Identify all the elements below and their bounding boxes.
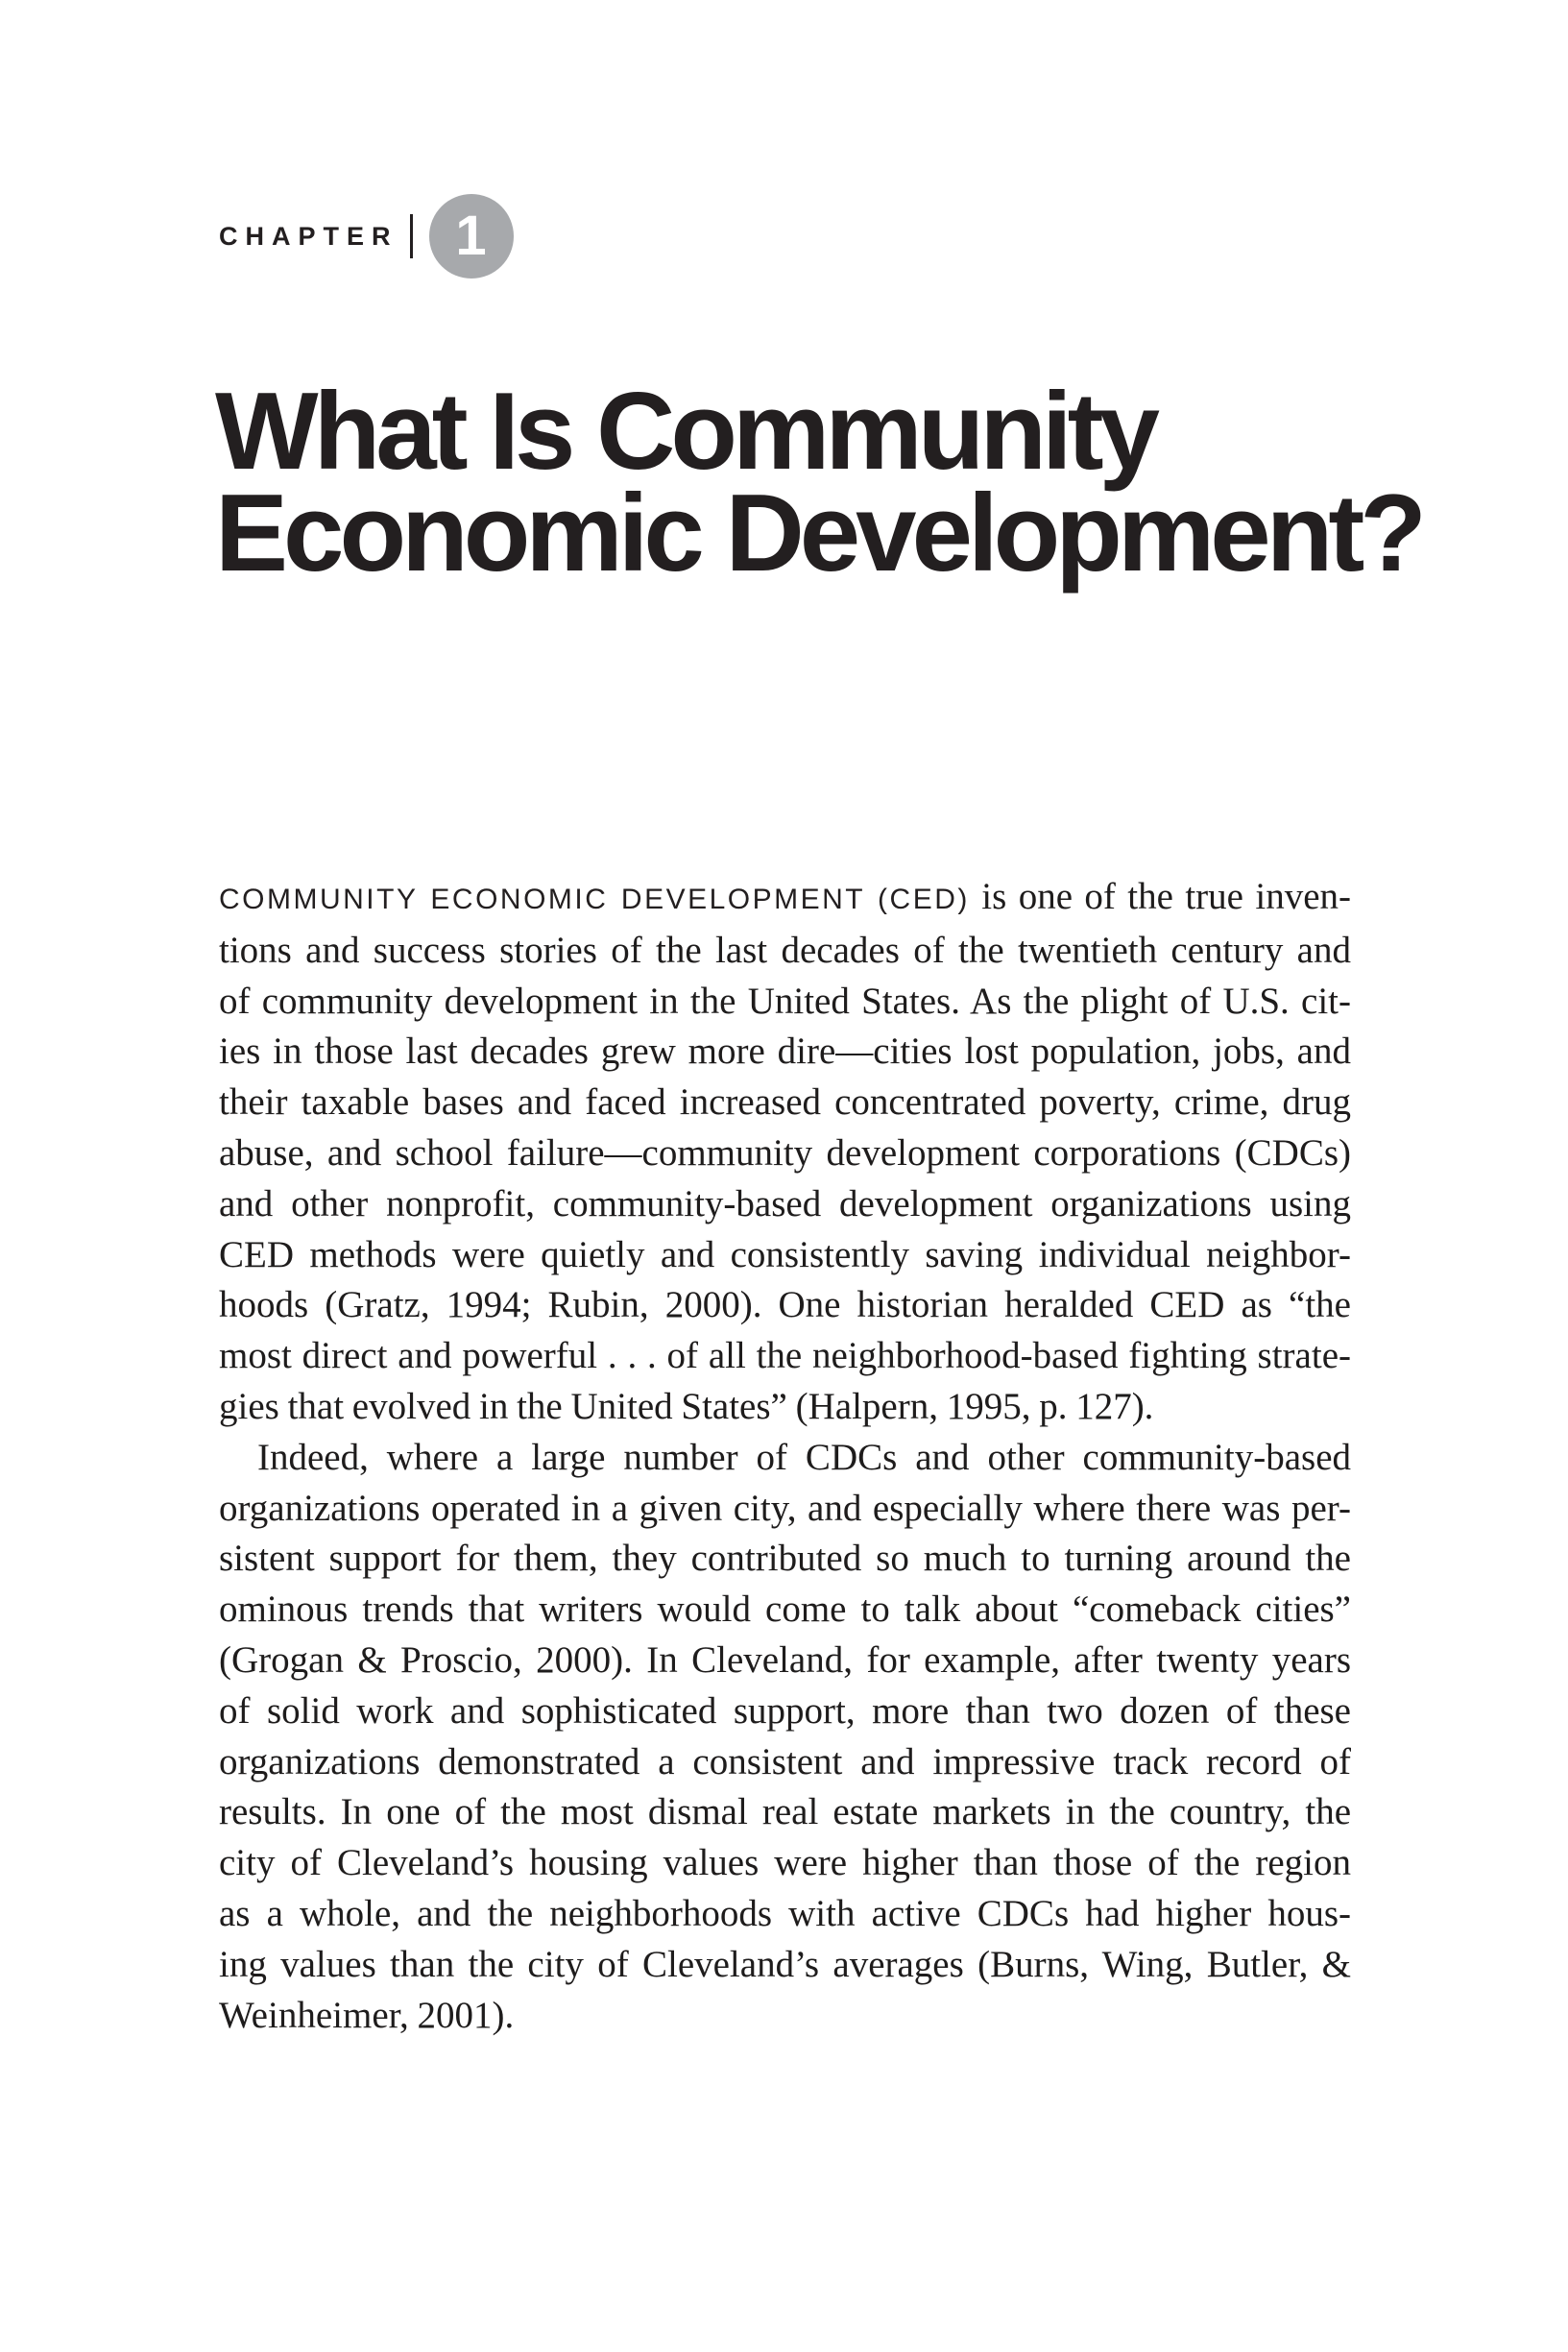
page-title	[215, 371, 1422, 595]
chapter-number: 1	[455, 205, 487, 267]
lead-in-small-caps: COMMUNITY ECONOMIC DEVELOPMENT (CED)	[219, 884, 970, 915]
text-line: tions and success stories of the last decades of the twentieth century and	[219, 929, 1351, 971]
text-line: hoods (Gratz, 1994; Rubin, 2000). One historian heralded CED as “the	[219, 1284, 1351, 1326]
text-line	[219, 872, 1351, 926]
text-line: and other nonprofit, community-based development organizations using	[219, 1182, 1351, 1224]
chapter-label: CHAPTER	[219, 221, 398, 251]
text-line: ing values than the city of Cleveland’s averages (Burns, Wing, Butler, &	[219, 1943, 1351, 1985]
text-line: gies that evolved in the United States” (Halpern, 1995, p. 127).	[219, 1385, 1154, 1427]
text-line: Weinheimer, 2001).	[219, 1994, 515, 2036]
paragraph-2	[219, 1433, 1351, 2042]
title-line-2: Economic Development?	[215, 473, 1422, 595]
chapter-number-badge	[429, 194, 514, 279]
title-line-1: What Is Community	[215, 371, 1156, 494]
text-line: organizations operated in a given city, and especially where there was per-	[219, 1487, 1351, 1529]
text-line: as a whole, and the neighborhoods with active CDCs had higher hous-	[219, 1892, 1351, 1934]
text-line: ominous trends that writers would come to talk about “comeback cities”	[219, 1588, 1351, 1631]
text-line: abuse, and school failure—community development corporations (CDCs)	[219, 1131, 1351, 1174]
text-line: Indeed, where a large number of CDCs and other community-based	[257, 1436, 1351, 1478]
text-line: of solid work and sophisticated support, more than two dozen of these	[219, 1689, 1351, 1732]
text-line: results. In one of the most dismal real estate markets in the country, the	[219, 1791, 1351, 1833]
first-line-rest: is one of the true inven-	[981, 876, 1352, 917]
text-line: of community development in the United States. As the plight of U.S. cit-	[219, 980, 1351, 1022]
text-line: organizations demonstrated a consistent and impressive track record of	[219, 1740, 1351, 1782]
text-line: their taxable bases and faced increased concentrated poverty, crime, drug	[219, 1081, 1351, 1124]
text-line: most direct and powerful . . . of all the neighborhood-based fighting strate-	[219, 1335, 1351, 1377]
text-line: city of Cleveland’s housing values were higher than those of the region	[219, 1842, 1351, 1884]
text-line: (Grogan & Proscio, 2000). In Cleveland, for example, after twenty years	[219, 1638, 1351, 1681]
text-line: sistent support for them, they contributed so much to turning around the	[219, 1538, 1351, 1580]
paragraph-1	[219, 872, 1351, 1433]
text-line: ies in those last decades grew more dire—cities lost population, jobs, and	[219, 1031, 1351, 1073]
chapter-header	[219, 194, 514, 279]
text-line: CED methods were quietly and consistently saving individual neighbor-	[219, 1233, 1351, 1275]
chapter-divider	[410, 214, 413, 258]
body-text	[219, 872, 1351, 2041]
